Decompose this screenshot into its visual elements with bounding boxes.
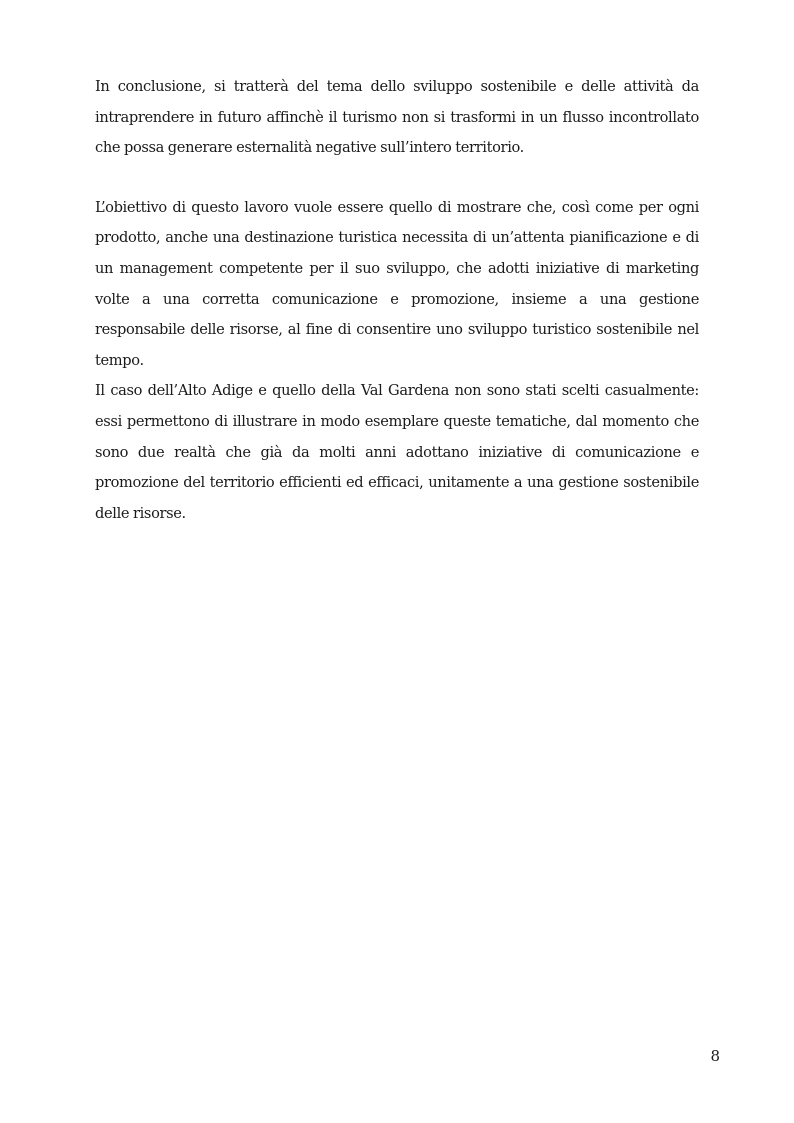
paragraph-conclusion (95, 72, 699, 164)
page-body (95, 72, 699, 529)
text-line: sono due realtà che già da molti anni adottano iniziative di comunicazione e (95, 443, 699, 461)
text-line: intraprendere in futuro affinchè il turismo non si trasformi in un flusso incontrollato (95, 108, 699, 126)
text-line: promozione del territorio efficienti ed efficaci, unitamente a una gestione sostenibile (95, 474, 699, 492)
paragraph-case-study (95, 376, 699, 529)
text-line: un management competente per il suo sviluppo, che adotti iniziative di marketing (95, 259, 699, 277)
text-line: In conclusione, si tratterà del tema dello sviluppo sostenibile e delle attività da (95, 78, 699, 95)
text-line: volte a una corretta comunicazione e promozione, insieme a una gestione (95, 290, 699, 308)
text-line: essi permettono di illustrare in modo esemplare queste tematiche, dal momento che (95, 412, 699, 430)
text-line: Il caso dell’Alto Adige e quello della Val Gardena non sono stati scelti casualmente: (95, 382, 699, 400)
text-line: che possa generare esternalità negative sull’intero territorio. (95, 139, 524, 157)
paragraph-gap (95, 164, 699, 193)
text-line: prodotto, anche una destinazione turistica necessita di un’attenta pianificazione e di (95, 229, 699, 247)
text-line: responsabile delle risorse, al fine di consentire uno sviluppo turistico sostenibile nel (95, 321, 699, 339)
text-line: tempo. (95, 351, 144, 369)
paragraph-objective (95, 193, 699, 377)
text-line: delle risorse. (95, 504, 186, 522)
page-number: 8 (710, 1047, 720, 1065)
text-line: L’obiettivo di questo lavoro vuole essere quello di mostrare che, così come per ogni (95, 198, 699, 216)
